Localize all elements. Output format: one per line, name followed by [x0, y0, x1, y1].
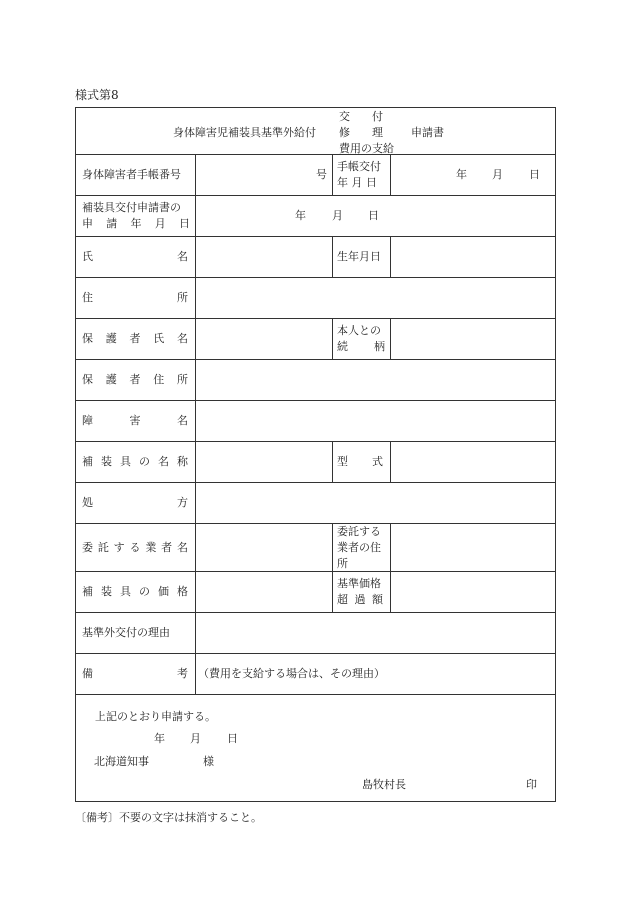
- seal-mark: 印: [526, 778, 537, 791]
- device-name-label: 補 装 具 の 名 称: [82, 455, 188, 468]
- contractor-label: 委 託 す る 業 者 名: [82, 541, 188, 554]
- honorific: 様: [203, 755, 214, 768]
- addressee: 北海道知事: [94, 755, 149, 768]
- price-label: 補 装 具 の 価 格: [82, 585, 188, 598]
- handbook-month: 月: [492, 168, 503, 181]
- address-label: 住 所: [82, 291, 188, 304]
- relationship-label: 本人との: [337, 324, 381, 337]
- contractor-address-label-2: 業者の住: [337, 541, 381, 554]
- contractor-address-label-3: 所: [337, 557, 348, 570]
- reason-label: 基準外交付の理由: [82, 626, 170, 639]
- remarks-label: 備 考: [82, 667, 188, 680]
- form-title-suffix: 申請書: [411, 126, 444, 139]
- prescription-label: 処 方: [82, 496, 188, 509]
- handbook-year: 年: [456, 168, 467, 181]
- handbook-number-label: 身体障害者手帳番号: [82, 168, 181, 181]
- handbook-date-label-2: 年 月 日: [337, 176, 377, 189]
- excess-label: 基準価格: [337, 577, 381, 590]
- option-cost-payment: 費用の支給: [339, 142, 394, 155]
- application-month: 月: [332, 209, 343, 222]
- application-date-label-2: 申 請 年 月 日: [82, 217, 190, 230]
- name-label: 氏 名: [82, 250, 188, 263]
- mayor: 島牧村長: [362, 778, 406, 791]
- contractor-address-label: 委託する: [337, 525, 381, 538]
- model-label: 型 式: [337, 455, 383, 468]
- form-label: 様式第8: [75, 88, 119, 102]
- form-title: 身体障害児補装具基準外給付: [173, 126, 316, 139]
- excess-label-2: 超 過 額: [337, 593, 383, 606]
- application-year: 年: [295, 209, 306, 222]
- guardian-name-label: 保 護 者 氏 名: [82, 332, 188, 345]
- declaration-year: 年: [154, 732, 165, 745]
- remarks-note: （費用を支給する場合は、その理由）: [198, 667, 385, 680]
- application-day: 日: [368, 209, 379, 222]
- guardian-address-label: 保 護 者 住 所: [82, 373, 188, 386]
- declaration-text: 上記のとおり申請する。: [95, 710, 216, 723]
- option-issue: 交 付: [339, 110, 383, 123]
- birth-date-label: 生年月日: [337, 250, 381, 263]
- handbook-number-suffix: 号: [316, 168, 327, 181]
- declaration-month: 月: [190, 732, 201, 745]
- handbook-day: 日: [529, 168, 540, 181]
- disability-label: 障 害 名: [82, 414, 188, 427]
- footnote: 〔備考〕不要の文字は抹消すること。: [75, 811, 262, 824]
- option-repair: 修 理: [339, 126, 383, 139]
- handbook-date-label: 手帳交付: [337, 160, 381, 173]
- relationship-label-2: 続 柄: [337, 340, 385, 353]
- application-date-label: 補装具交付申請書の: [82, 201, 181, 214]
- declaration-day: 日: [227, 732, 238, 745]
